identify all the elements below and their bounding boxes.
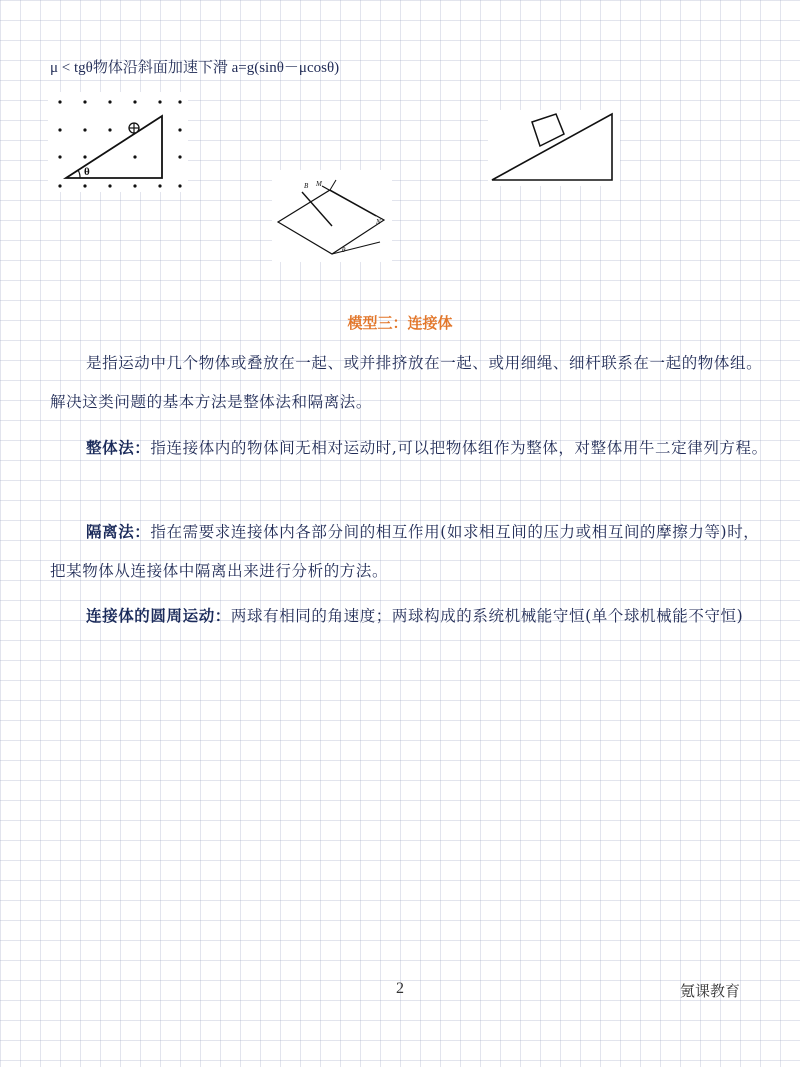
block-square: [532, 114, 564, 146]
paragraph-whole-method: [50, 428, 770, 468]
paragraph-text: 两球有相同的角速度；两球构成的系统机械能守恒(单个球机械能不守恒): [230, 607, 744, 625]
term-whole-method: 整体法：: [86, 438, 151, 457]
fig2-label-n: N: [376, 218, 381, 226]
fig1-angle-label: θ: [84, 166, 90, 178]
rail-plane: [278, 190, 384, 254]
block-on-incline-figure: [488, 110, 620, 186]
fig2-label-b: B: [304, 182, 309, 190]
term-isolation-method: 隔离法：: [86, 522, 151, 541]
paragraph-circular-motion: [50, 596, 770, 636]
term-circular-motion: 连接体的圆周运动：: [86, 606, 231, 625]
fig2-angle-label: θ: [342, 246, 346, 254]
paragraph-definition: [50, 344, 770, 422]
section-title: 模型三：连接体: [347, 314, 453, 332]
rod-line: [302, 192, 332, 226]
paragraph-isolation-method: [50, 512, 770, 591]
paragraph-text: 是指运动中几个物体或叠放在一起、或并排挤放在一起、或用细绳、细杆联系在一起的物体组。解决这类问题的基本方法是整体法和隔离法。: [50, 354, 763, 411]
formula-line: μ < tgθ物体沿斜面加速下滑 a=g(sinθ－μcosθ): [50, 60, 340, 76]
incline-magnetic-field-figure: [48, 92, 188, 192]
brand-footer: 氪课教育: [680, 982, 741, 1000]
incline-triangle: [66, 116, 162, 178]
paragraph-text: 指连接体内的物体间无相对运动时,可以把物体组作为整体，对整体用牛二定律列方程。: [150, 439, 768, 457]
page-number: 2: [396, 980, 404, 997]
fig2-label-m: M: [316, 180, 322, 188]
inclined-rails-figure: [272, 170, 392, 262]
paragraph-text: 指在需要求连接体内各部分间的相互作用(如求相互间的压力或相互间的摩擦力等)时，把某物体从连接体中隔离出来进行分析的方法。: [50, 523, 760, 580]
